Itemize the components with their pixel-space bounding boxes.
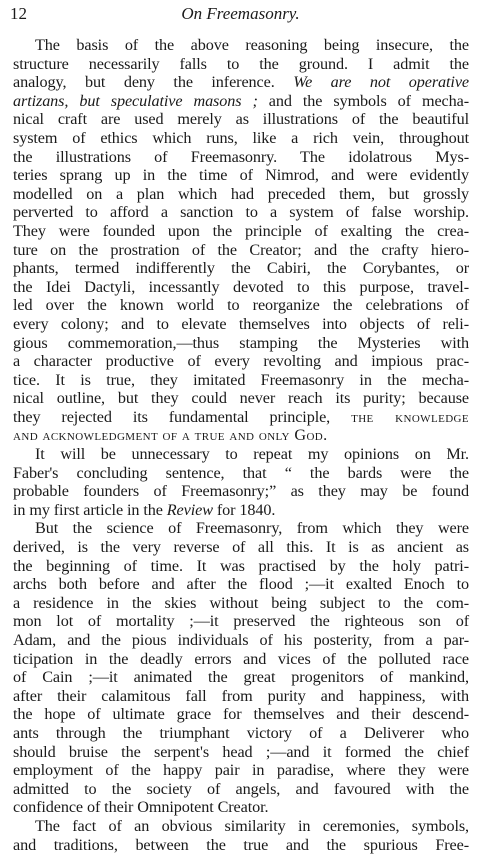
text-run: Adam, and the pious individuals of his posterity, from a par- bbox=[13, 631, 469, 649]
text-line bbox=[13, 519, 469, 538]
text-run: ants through the triumphant victory of a Deliverer who bbox=[13, 723, 469, 742]
text-line bbox=[13, 352, 469, 371]
running-header bbox=[10, 2, 471, 26]
text-run: The basis of the above reasoning being insecure, the bbox=[35, 36, 469, 54]
paragraph bbox=[13, 36, 469, 445]
italic-text: artizans, but speculative masons ; bbox=[13, 91, 258, 110]
text-line bbox=[13, 687, 469, 706]
text-run: after their calamitous fall from purity and happiness, with bbox=[13, 686, 469, 705]
text-run: But the science of Freemasonry, from which they were bbox=[35, 519, 469, 538]
text-line bbox=[13, 148, 469, 167]
text-run: the Idei Dactyli, incessantly devoted to this purpose, travel- bbox=[13, 277, 469, 296]
text-line bbox=[13, 464, 469, 483]
text-line bbox=[13, 631, 469, 650]
text-run: gious commemoration,—thus stamping the Mysteries with bbox=[13, 333, 469, 352]
text-run: modelled on a plan which had preceded them, but grossly bbox=[13, 184, 469, 203]
text-run: They were founded upon the principle of exalting the crea- bbox=[13, 221, 469, 240]
text-line bbox=[13, 371, 469, 390]
paragraph bbox=[13, 817, 469, 854]
text-line bbox=[13, 426, 469, 445]
text-run: archs both before and after the flood ;—it exalted Enoch to bbox=[13, 575, 469, 594]
text-line bbox=[13, 129, 469, 148]
text-line bbox=[13, 203, 469, 222]
text-line bbox=[13, 315, 469, 334]
text-run: nical craft are used merely as illustrations of the beautiful bbox=[13, 110, 469, 129]
text-line bbox=[13, 296, 469, 315]
text-line bbox=[13, 650, 469, 669]
text-run: It will be unnecessary to repeat my opinions on Mr. bbox=[35, 445, 469, 464]
text-line bbox=[13, 724, 469, 743]
text-line bbox=[13, 110, 469, 129]
text-run: teries sprang up in the time of Nimrod, and were evidently bbox=[13, 166, 469, 185]
text-run: in my first article in the bbox=[13, 500, 167, 519]
italic-text: Review bbox=[166, 500, 213, 519]
text-line bbox=[13, 668, 469, 687]
text-run: of Cain ;—it animated the great progenitors of mankind, bbox=[13, 668, 469, 687]
text-line bbox=[13, 538, 469, 557]
text-run: the beginning of time. It was practised by the holy patri- bbox=[13, 556, 469, 575]
text-run: perverted to afford a sanction to a system of false worship. bbox=[13, 203, 469, 222]
text-line bbox=[13, 557, 469, 576]
text-line bbox=[13, 389, 469, 408]
text-run: Faber's concluding sentence, that “ the bards were the bbox=[13, 463, 469, 482]
text-line bbox=[13, 92, 469, 111]
text-line bbox=[13, 612, 469, 631]
text-run: confidence of their Omnipotent Creator. bbox=[13, 798, 269, 817]
text-line bbox=[13, 222, 469, 241]
text-run: The fact of an obvious similarity in ceremonies, symbols, bbox=[35, 816, 469, 835]
text-run: led over the known world to reorganize the celebrations of bbox=[13, 296, 469, 315]
italic-text: We are not operative bbox=[293, 73, 469, 92]
text-line bbox=[13, 166, 469, 185]
text-line bbox=[13, 408, 469, 427]
text-run: analogy, but deny the inference. bbox=[13, 73, 294, 92]
text-line bbox=[13, 278, 469, 297]
text-run: ticipation in the deadly errors and vices of the polluted race bbox=[13, 649, 469, 668]
text-line bbox=[13, 73, 469, 92]
text-run: mon lot of mortality ;—it preserved the righteous son of bbox=[13, 612, 469, 631]
text-run: probable founders of Freemasonry;” as they may be found bbox=[13, 482, 469, 501]
paragraph bbox=[13, 519, 469, 817]
text-run: and the symbols of mecha- bbox=[257, 91, 469, 110]
text-line bbox=[13, 836, 469, 855]
text-run: phants, termed indifferently the Cabiri, the Corybantes, or bbox=[13, 259, 469, 278]
text-line bbox=[13, 259, 469, 278]
text-line bbox=[13, 705, 469, 724]
text-line bbox=[13, 501, 469, 520]
text-line bbox=[13, 594, 469, 613]
text-run: admitted to the society of angels, and favoured with the bbox=[13, 779, 469, 798]
text-line bbox=[13, 780, 469, 799]
text-run: the hope of ultimate grace for themselves and their descend- bbox=[13, 705, 469, 724]
text-run: ture on the prostration of the Creator; and the crafty hiero- bbox=[13, 240, 469, 259]
text-line bbox=[13, 241, 469, 260]
text-run: derived, is the very reverse of all this. It is as ancient as bbox=[13, 538, 469, 557]
paragraph bbox=[13, 445, 469, 519]
text-line bbox=[13, 743, 469, 762]
text-line bbox=[13, 761, 469, 780]
text-run: the illustrations of Freemasonry. The idolatrous Mys- bbox=[13, 147, 469, 166]
page-number: 12 bbox=[10, 4, 27, 23]
text-line bbox=[13, 334, 469, 353]
text-run: should bruise the serpent's head ;—and it formed the chief bbox=[13, 742, 469, 761]
text-line bbox=[13, 55, 469, 74]
body-text bbox=[13, 36, 469, 854]
text-line bbox=[13, 445, 469, 464]
text-run: system of ethics which runs, like a rich vein, throughout bbox=[13, 128, 469, 147]
text-run: a character productive of every revolting and impious prac- bbox=[13, 352, 469, 371]
text-line bbox=[13, 575, 469, 594]
text-line bbox=[13, 36, 469, 55]
text-line bbox=[13, 482, 469, 501]
text-run: every colony; and to elevate themselves into objects of reli- bbox=[13, 314, 469, 333]
running-title: On Freemasonry. bbox=[181, 4, 300, 23]
text-run: structure necessarily falls to the ground. I admit the bbox=[13, 54, 469, 73]
text-line bbox=[13, 817, 469, 836]
text-run: a residence in the skies without being subject to the com- bbox=[13, 593, 469, 612]
text-run: they rejected its fundamental principle, bbox=[13, 407, 352, 426]
text-line bbox=[13, 185, 469, 204]
text-run: for 1840. bbox=[212, 500, 276, 519]
text-line bbox=[13, 798, 469, 817]
small-caps-text: the knowledge bbox=[351, 407, 469, 426]
text-run: nical outline, but they could never reach its purity; because bbox=[13, 389, 469, 408]
text-run: employment of the happy pair in paradise, where they were bbox=[13, 761, 469, 780]
small-caps-text: and acknowledgment of a true and only God. bbox=[13, 426, 328, 445]
text-run: tice. It is true, they imitated Freemasonry in the mecha- bbox=[13, 370, 469, 389]
text-run: and traditions, between the true and the spurious Free- bbox=[13, 835, 469, 854]
